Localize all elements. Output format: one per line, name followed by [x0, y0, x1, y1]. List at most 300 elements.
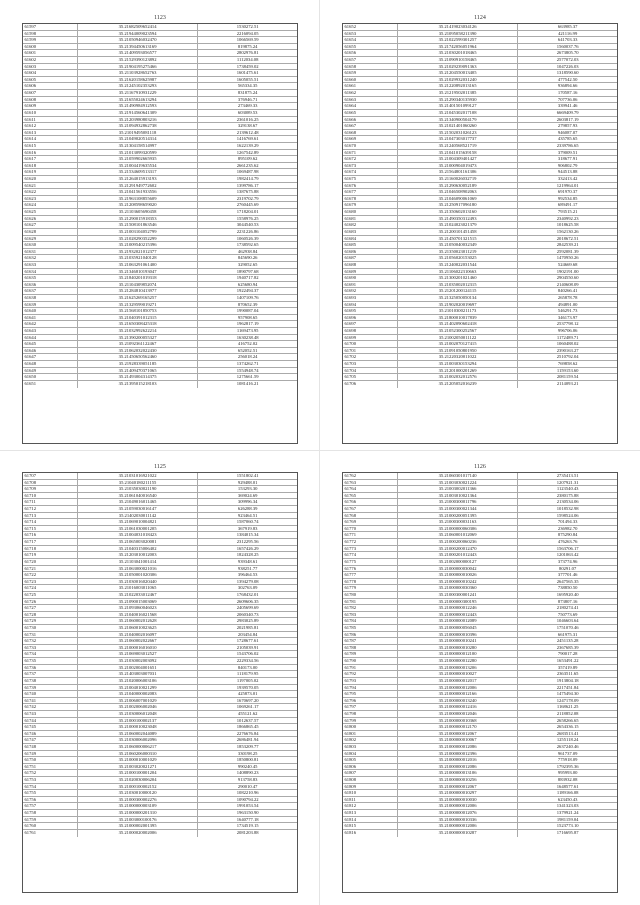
- value-cell: 1554948.74: [236, 367, 259, 373]
- id-cell: 61816: [343, 830, 398, 837]
- id-cell: 61648: [23, 361, 78, 367]
- coordinate-cell: 35.21003104052799: [78, 229, 199, 235]
- coordinate-cell: 35.21564801161306: [398, 169, 519, 175]
- id-cell: 61644: [23, 335, 78, 341]
- value-cell: 961737.09: [557, 750, 578, 756]
- value-cell: 2114093.21: [556, 380, 579, 386]
- table-row: [343, 704, 617, 711]
- value-cell: 1247178.09: [556, 697, 579, 703]
- value-cell: 691970.37: [557, 189, 578, 195]
- id-cell: 61675: [343, 176, 398, 182]
- id-cell: 61653: [343, 31, 398, 37]
- value-cell: 2312295.56: [236, 539, 259, 545]
- coordinate-cell: 35.21245102353293: [78, 83, 199, 89]
- value-cell: 1169473.95: [236, 328, 259, 334]
- value-cell: 1275661.59: [236, 374, 259, 380]
- id-cell: 61811: [343, 797, 398, 803]
- coordinate-cell: 35.21003000100176: [78, 817, 199, 823]
- id-cell: 61798: [343, 711, 398, 717]
- coordinate-cell: 35.21000300011796: [398, 499, 519, 505]
- coordinate-cell: 35.21003030021224: [398, 480, 519, 486]
- id-cell: 61656: [343, 50, 398, 56]
- coordinate-cell: 35.21094932862738: [78, 123, 199, 129]
- value-cell: 1197005.02: [236, 677, 259, 683]
- value-cell: 455121.62: [237, 710, 258, 716]
- table-row: [343, 282, 617, 289]
- coordinate-cell: 35.21000100002137: [78, 718, 199, 724]
- table-row: [23, 724, 297, 731]
- coordinate-cell: 35.21655024613294: [78, 97, 199, 103]
- coordinate-cell: 35.21040016021568: [78, 612, 199, 618]
- coordinate-cell: 35.21390200055327: [78, 335, 199, 341]
- data-table: [342, 23, 618, 444]
- table-row: [343, 777, 617, 784]
- coordinate-cell: 35.21020006003106: [78, 678, 199, 684]
- id-cell: 61684: [343, 236, 398, 242]
- coordinate-cell: 35.21325050050134: [398, 295, 519, 301]
- value-cell: 1069261.17: [236, 704, 259, 710]
- id-cell: 61770: [343, 526, 398, 532]
- table-row: [23, 493, 297, 500]
- id-cell: 61680: [343, 209, 398, 215]
- coordinate-cell: 35.21508101863546: [78, 222, 199, 228]
- table-row: [23, 823, 297, 830]
- coordinate-cell: 35.21002070127415: [398, 341, 519, 347]
- table-row: [23, 797, 297, 804]
- table-row: [23, 368, 297, 375]
- id-cell: 61650: [23, 374, 78, 380]
- id-cell: 61794: [343, 685, 398, 691]
- id-cell: 61787: [343, 638, 398, 644]
- value-cell: 1118179.95: [236, 671, 259, 677]
- table-row: [23, 784, 297, 791]
- id-cell: 61598: [23, 31, 78, 37]
- id-cell: 61701: [343, 348, 398, 354]
- coordinate-cell: 35.21000201012443: [398, 552, 519, 558]
- id-cell: 61676: [343, 183, 398, 189]
- id-cell: 61710: [23, 493, 78, 499]
- table-row: [23, 282, 297, 289]
- value-cell: 1981159.04: [556, 816, 579, 822]
- table-row: [23, 209, 297, 216]
- table-row: [23, 31, 297, 38]
- id-cell: 61769: [343, 519, 398, 525]
- coordinate-cell: 35.21490984912593: [78, 103, 199, 109]
- table-row: [343, 513, 617, 520]
- id-cell: 61686: [343, 249, 398, 255]
- id-cell: 61597: [23, 24, 78, 30]
- document-page: [10, 457, 310, 897]
- id-cell: 61685: [343, 242, 398, 248]
- coordinate-cell: 35.21000000012006: [398, 823, 519, 829]
- table-row: [23, 718, 297, 725]
- coordinate-cell: 35.21220320011022: [398, 354, 519, 360]
- id-cell: 61729: [23, 618, 78, 624]
- id-cell: 61751: [23, 764, 78, 770]
- table-row: [23, 651, 297, 658]
- table-row: [343, 236, 617, 243]
- value-cell: 1598524.06: [556, 512, 579, 518]
- value-cell: 1751070.46: [556, 625, 579, 631]
- table-row: [23, 97, 297, 104]
- value-cell: 738850.50: [557, 585, 578, 591]
- id-cell: 61765: [343, 493, 398, 499]
- coordinate-cell: 35.21203010012003: [78, 552, 199, 558]
- value-cell: 329052.65: [237, 261, 258, 267]
- id-cell: 61605: [23, 77, 78, 83]
- table-row: [343, 803, 617, 810]
- data-table: [342, 472, 618, 893]
- id-cell: 61721: [23, 566, 78, 572]
- coordinate-cell: 35.21000002001395: [78, 823, 199, 829]
- table-row: [343, 691, 617, 698]
- value-cell: 1470950.26: [556, 255, 579, 261]
- table-row: [343, 519, 617, 526]
- value-cell: 203454.84: [237, 631, 258, 637]
- table-row: [23, 302, 297, 309]
- id-cell: 61706: [343, 381, 398, 388]
- id-cell: 61804: [343, 751, 398, 757]
- table-row: [343, 83, 617, 90]
- id-cell: 61622: [23, 189, 78, 195]
- coordinate-cell: 35.21000000012046: [398, 711, 519, 717]
- value-cell: 750773.69: [557, 611, 578, 617]
- id-cell: 61727: [23, 605, 78, 611]
- value-cell: 2180274.41: [556, 605, 579, 611]
- coordinate-cell: 35.21914560641309: [78, 110, 199, 116]
- coordinate-cell: 35.21240022031544: [398, 262, 519, 268]
- coordinate-cell: 35.21028290352299: [78, 236, 199, 242]
- id-cell: 61658: [343, 64, 398, 70]
- id-cell: 61755: [23, 790, 78, 796]
- value-cell: 840173.00: [237, 664, 258, 670]
- id-cell: 61760: [23, 823, 78, 829]
- id-cell: 61773: [343, 546, 398, 552]
- value-cell: 1716695.87: [556, 829, 579, 835]
- value-cell: 2380175.88: [556, 492, 579, 498]
- table-row: [343, 255, 617, 262]
- value-cell: 494891.00: [557, 301, 578, 307]
- page-divider-horizontal: [0, 450, 640, 451]
- table-row: [343, 658, 617, 665]
- id-cell: 61631: [23, 249, 78, 255]
- table-row: [23, 57, 297, 64]
- coordinate-cell: 35.21000000012006: [398, 803, 519, 809]
- table-row: [23, 44, 297, 51]
- value-cell: 1601475.61: [236, 70, 259, 76]
- table-row: [343, 810, 617, 817]
- table-row: [23, 83, 297, 90]
- id-cell: 61796: [343, 698, 398, 704]
- value-cell: 1318590.60: [556, 70, 579, 76]
- page-number: 1123: [154, 15, 166, 21]
- coordinate-cell: 35.21000904019473: [398, 163, 519, 169]
- value-cell: 1963150.90: [236, 810, 259, 816]
- table-row: [23, 691, 297, 698]
- coordinate-cell: 35.21928339051185: [78, 361, 199, 367]
- value-cell: 793515.21: [557, 209, 578, 215]
- table-row: [343, 711, 617, 718]
- value-cell: 2451135.28: [556, 638, 579, 644]
- table-row: [343, 374, 617, 381]
- id-cell: 61715: [23, 526, 78, 532]
- coordinate-cell: 35.21529390123892: [78, 57, 199, 63]
- coordinate-cell: 35.21035002012315: [398, 282, 519, 288]
- id-cell: 61761: [23, 830, 78, 837]
- id-cell: 61661: [343, 83, 398, 89]
- value-cell: 1551802.41: [236, 473, 259, 478]
- id-cell: 61738: [23, 678, 78, 684]
- table-row: [343, 176, 617, 183]
- id-cell: 61694: [343, 302, 398, 308]
- table-row: [343, 37, 617, 44]
- coordinate-cell: 35.21040391012315: [78, 315, 199, 321]
- id-cell: 61697: [343, 321, 398, 327]
- id-cell: 61799: [343, 718, 398, 724]
- coordinate-cell: 35.21060206000310: [78, 751, 199, 757]
- table-row: [343, 632, 617, 639]
- value-cell: 1962817.19: [236, 321, 259, 327]
- coordinate-cell: 35.21046508902063: [398, 189, 519, 195]
- coordinate-cell: 35.21050946032470: [78, 37, 199, 43]
- coordinate-cell: 35.21030006002096: [78, 737, 199, 743]
- table-row: [343, 651, 617, 658]
- coordinate-cell: 35.21000000010287: [398, 830, 519, 837]
- value-cell: 873807.16: [557, 598, 578, 604]
- id-cell: 61777: [343, 572, 398, 578]
- value-cell: 775918.09: [557, 757, 578, 763]
- value-cell: 2686481.94: [236, 737, 259, 743]
- coordinate-cell: 35.21019495081118: [78, 130, 199, 136]
- value-cell: 870652.39: [237, 301, 258, 307]
- coordinate-cell: 35.21401501099127: [398, 103, 519, 109]
- id-cell: 61599: [23, 37, 78, 43]
- coordinate-cell: 35.21003020021271: [78, 764, 199, 770]
- id-cell: 61724: [23, 585, 78, 591]
- id-cell: 61655: [343, 44, 398, 50]
- id-cell: 61757: [23, 803, 78, 809]
- table-row: [343, 44, 617, 51]
- table-row: [343, 473, 617, 480]
- table-row: [343, 585, 617, 592]
- table-row: [23, 103, 297, 110]
- table-row: [23, 803, 297, 810]
- id-cell: 61717: [23, 539, 78, 545]
- table-row: [23, 592, 297, 599]
- coordinate-cell: 35.21093060046023: [78, 605, 199, 611]
- value-cell: 1653491.22: [556, 658, 579, 664]
- table-row: [343, 539, 617, 546]
- value-cell: 1046603.64: [556, 618, 579, 624]
- table-row: [343, 790, 617, 797]
- id-cell: 61618: [23, 163, 78, 169]
- table-row: [23, 506, 297, 513]
- value-cell: 476263.76: [557, 539, 578, 545]
- coordinate-cell: 35.21021401060260: [398, 123, 519, 129]
- table-row: [343, 499, 617, 506]
- id-cell: 61601: [23, 50, 78, 56]
- id-cell: 61775: [343, 559, 398, 565]
- coordinate-cell: 35.21000000010297: [398, 790, 519, 796]
- table-row: [23, 222, 297, 229]
- value-cell: 2276676.84: [236, 730, 259, 736]
- coordinate-cell: 35.21000000013206: [398, 665, 519, 671]
- coordinate-cell: 35.21029239091363: [398, 64, 519, 70]
- id-cell: 61679: [343, 202, 398, 208]
- table-row: [343, 638, 617, 645]
- coordinate-cell: 35.21000000012280: [398, 658, 519, 664]
- id-cell: 61670: [343, 143, 398, 149]
- table-row: [343, 117, 617, 124]
- coordinate-cell: 35.21052300252567: [398, 328, 519, 334]
- id-cell: 61779: [343, 585, 398, 591]
- id-cell: 61607: [23, 90, 78, 96]
- coordinate-cell: 35.21069010004821: [78, 519, 199, 525]
- coordinate-cell: 35.21090910158465: [398, 57, 519, 63]
- id-cell: 61807: [343, 770, 398, 776]
- coordinate-cell: 35.21650308425318: [78, 321, 199, 327]
- table-row: [23, 374, 297, 381]
- value-cell: 1475494.30: [556, 691, 579, 697]
- id-cell: 61785: [343, 625, 398, 631]
- value-cell: 2673805.70: [556, 50, 579, 56]
- value-cell: 1060488.02: [556, 341, 579, 347]
- value-cell: 265878.78: [557, 294, 578, 300]
- coordinate-cell: 35.21264015913193: [78, 176, 199, 182]
- coordinate-cell: 35.21060001012069: [398, 532, 519, 538]
- coordinate-cell: 35.21030016020440: [78, 579, 199, 585]
- value-cell: 1399786.17: [236, 182, 259, 188]
- value-cell: 1267542.89: [236, 149, 259, 155]
- value-cell: 369024.69: [237, 492, 258, 498]
- id-cell: 61600: [23, 44, 78, 50]
- id-cell: 61802: [343, 737, 398, 743]
- value-cell: 2802976.81: [236, 50, 259, 56]
- coordinate-cell: 35.21000000012006: [398, 685, 519, 691]
- table-row: [343, 678, 617, 685]
- id-cell: 61767: [343, 506, 398, 512]
- table-row: [23, 770, 297, 777]
- table-row: [23, 539, 297, 546]
- value-cell: 1384015.34: [236, 532, 259, 538]
- id-cell: 61763: [343, 480, 398, 486]
- id-cell: 61734: [23, 651, 78, 657]
- value-cell: 256018.24: [237, 354, 258, 360]
- coordinate-cell: 35.21000000013240: [398, 698, 519, 704]
- coordinate-cell: 35.21682509652414: [78, 24, 199, 30]
- value-cell: 330198.25: [237, 750, 258, 756]
- coordinate-cell: 35.21250917096180: [398, 202, 519, 208]
- coordinate-cell: 35.21840201019318: [78, 275, 199, 281]
- id-cell: 61768: [343, 513, 398, 519]
- table-row: [343, 698, 617, 705]
- table-row: [343, 559, 617, 566]
- coordinate-cell: 35.21000000010030: [398, 797, 519, 803]
- data-table: [22, 23, 298, 444]
- coordinate-cell: 35.21000300021344: [398, 506, 519, 512]
- id-cell: 61791: [343, 665, 398, 671]
- id-cell: 61776: [343, 566, 398, 572]
- coordinate-cell: 35.21160026032719: [398, 176, 519, 182]
- id-cell: 61645: [23, 341, 78, 347]
- coordinate-cell: 35.21000010001029: [78, 757, 199, 763]
- table-row: [23, 130, 297, 137]
- table-row: [23, 698, 297, 705]
- value-cell: 1640777.18: [236, 816, 259, 822]
- table-row: [23, 269, 297, 276]
- coordinate-cell: 35.21035921040128: [78, 255, 199, 261]
- table-row: [23, 704, 297, 711]
- table-row: [23, 810, 297, 817]
- value-cell: 377701.46: [557, 572, 578, 578]
- id-cell: 61693: [343, 295, 398, 301]
- value-cell: 625680.94: [237, 281, 258, 287]
- value-cell: 1558976.25: [236, 215, 259, 221]
- id-cell: 61766: [343, 499, 398, 505]
- table-row: [343, 302, 617, 309]
- page-number: 1126: [474, 464, 486, 470]
- table-row: [23, 183, 297, 190]
- id-cell: 61630: [23, 242, 78, 248]
- table-row: [343, 625, 617, 632]
- id-cell: 61795: [343, 691, 398, 697]
- id-cell: 61640: [23, 308, 78, 314]
- id-cell: 61696: [343, 315, 398, 321]
- coordinate-cell: 35.21004031018423: [78, 532, 199, 538]
- coordinate-cell: 35.21061030001205: [78, 526, 199, 532]
- value-cell: 1082210.96: [236, 790, 259, 796]
- table-row: [23, 64, 297, 71]
- coordinate-cell: 35.21045302017108: [398, 110, 519, 116]
- id-cell: 61797: [343, 704, 398, 710]
- coordinate-cell: 35.21004010021299: [78, 685, 199, 691]
- value-cell: 1018625.58: [556, 222, 579, 228]
- coordinate-cell: 35.21000010023048: [78, 724, 199, 730]
- id-cell: 61759: [23, 817, 78, 823]
- id-cell: 61654: [343, 37, 398, 43]
- id-cell: 61722: [23, 572, 78, 578]
- id-cell: 61780: [343, 592, 398, 598]
- value-cell: 1201063.42: [556, 552, 579, 558]
- value-cell: 707736.06: [557, 96, 578, 102]
- coordinate-cell: 35.21502031026123: [398, 130, 519, 136]
- value-cell: 80291.07: [559, 565, 577, 571]
- coordinate-cell: 35.21059902665935: [78, 156, 199, 162]
- coordinate-cell: 35.21000000056045: [398, 625, 519, 631]
- table-row: [23, 546, 297, 553]
- coordinate-cell: 35.21000000012246: [398, 605, 519, 611]
- id-cell: 61741: [23, 698, 78, 704]
- table-row: [23, 236, 297, 243]
- coordinate-cell: 35.21000000012067: [398, 731, 519, 737]
- coordinate-cell: 35.21002000000127: [398, 559, 519, 565]
- value-cell: 462938.84: [237, 248, 258, 254]
- coordinate-cell: 35.21000000012416: [398, 704, 519, 710]
- table-row: [23, 751, 297, 758]
- coordinate-cell: 35.21000000012016: [398, 757, 519, 763]
- coordinate-cell: 35.21904195275466: [78, 64, 199, 70]
- table-row: [343, 288, 617, 295]
- coordinate-cell: 35.21000000030360: [398, 585, 519, 591]
- coordinate-cell: 35.21201000201269: [398, 368, 519, 374]
- table-row: [343, 645, 617, 652]
- table-row: [343, 216, 617, 223]
- coordinate-cell: 35.21050040032349: [398, 242, 519, 248]
- coordinate-cell: 35.21063000021016: [78, 566, 199, 572]
- table-row: [23, 90, 297, 97]
- id-cell: 61810: [343, 790, 398, 796]
- id-cell: 61731: [23, 632, 78, 638]
